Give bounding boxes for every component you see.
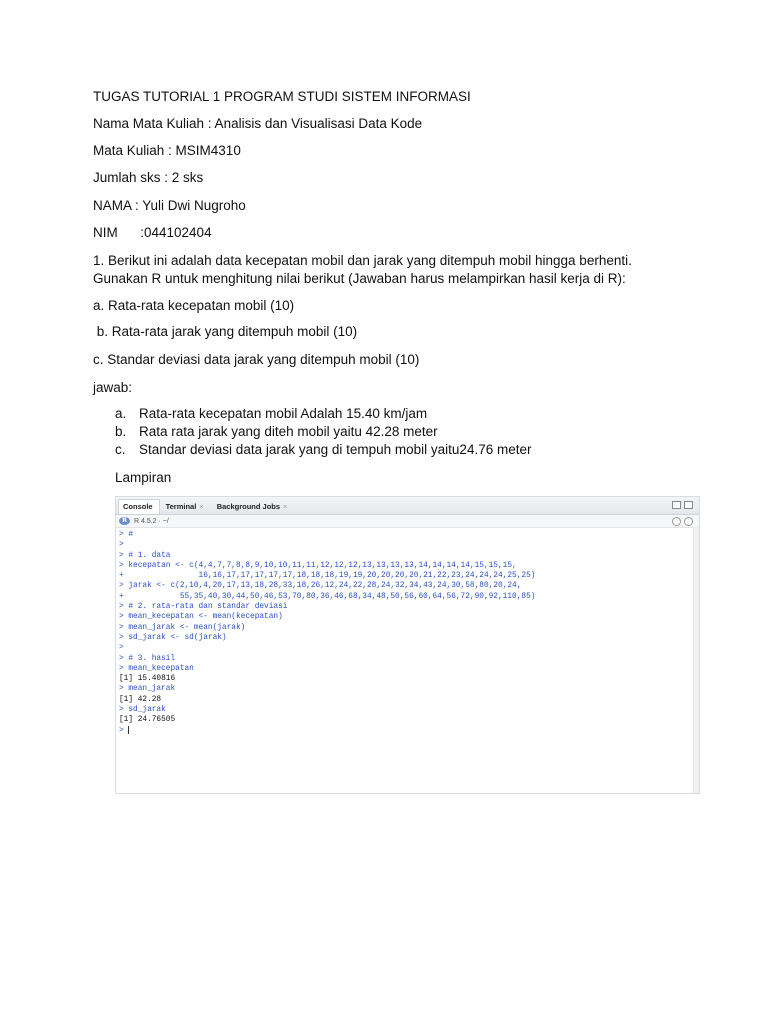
console-input-line: > jarak <- c(2,10,4,20,17,13,18,28,33,18,26,12,24,22,28,24,32,34,43,24,30,58,80,20,24,: [119, 582, 522, 591]
console-output[interactable]: [116, 528, 699, 736]
stop-icon[interactable]: [684, 517, 693, 526]
answer-text: Standar deviasi data jarak yang di tempuh mobil yaitu24.76 meter: [139, 442, 532, 457]
console-input-line: > mean_kecepatan: [119, 664, 194, 673]
tab-terminal[interactable]: [161, 499, 211, 514]
question-c: c. Standar deviasi data jarak yang ditempuh mobil (10): [93, 352, 420, 367]
tab-background-jobs[interactable]: [212, 499, 295, 514]
console-input-line: + 16,16,17,17,17,17,17,18,18,18,19,19,20,20,20,20,21,22,23,24,24,24,25,25): [119, 572, 536, 581]
tab-label: Terminal: [165, 502, 197, 511]
list-item: [115, 423, 531, 441]
console-input-line: > sd_jarak: [119, 706, 166, 715]
console-output-line: [1] 42.28: [119, 695, 162, 704]
course-code: Mata Kuliah : MSIM4310: [93, 143, 241, 158]
console-input-line: > # 2. rata-rata dan standar deviasi: [119, 603, 288, 612]
answer-list: [115, 405, 531, 459]
attachment-label: Lampiran: [115, 470, 172, 485]
console-input-line: > kecepatan <- c(4,4,7,7,8,8,9,10,10,11,11,12,12,12,13,13,13,13,14,14,14,14,15,15,15,: [119, 561, 517, 570]
tab-console[interactable]: [118, 499, 160, 514]
list-item: [115, 405, 531, 423]
close-icon[interactable]: ×: [283, 502, 288, 511]
tab-label: Console: [123, 502, 153, 511]
minimize-icon[interactable]: [672, 501, 681, 509]
console-input-line: > # 3. hasil: [119, 654, 176, 663]
close-icon[interactable]: ×: [199, 502, 204, 511]
console-output-line: [1] 15.40816: [119, 675, 176, 684]
question-a: a. Rata-rata kecepatan mobil (10): [93, 298, 295, 313]
console-input-line: > sd_jarak <- sd(jarak): [119, 633, 227, 642]
console-output-line: [1] 24.76505: [119, 716, 176, 725]
console-input-line: > # 1. data: [119, 551, 171, 560]
scrollbar[interactable]: [693, 527, 699, 793]
console-input-line: >: [119, 644, 124, 653]
console-input-line: >: [119, 541, 124, 550]
console-input-line: > mean_jarak: [119, 685, 176, 694]
question-intro: 1. Berikut ini adalah data kecepatan mobil dan jarak yang ditempuh mobil hingga berhenti. Gunakan R untuk menghitung nilai berikut (Jawaban harus melampirkan hasil kerja di R):: [93, 253, 632, 286]
student-name: NAMA : Yuli Dwi Nugroho: [93, 198, 246, 213]
list-marker: c.: [115, 442, 126, 457]
question-b: b. Rata-rata jarak yang ditempuh mobil (10): [93, 324, 358, 339]
maximize-icon[interactable]: [684, 501, 693, 509]
credit-count: Jumlah sks : 2 sks: [93, 170, 204, 185]
console-input-line: > mean_jarak <- mean(jarak): [119, 623, 246, 632]
document-title: TUGAS TUTORIAL 1 PROGRAM STUDI SISTEM INFORMASI: [93, 89, 471, 104]
r-console-screenshot: [115, 496, 700, 794]
console-input-line: > mean_kecepatan <- mean(kecepatan): [119, 613, 283, 622]
student-nim: NIM :044102404: [93, 225, 212, 240]
r-version-path[interactable]: R 4.5.2 · ~/: [134, 517, 169, 525]
console-input-line: >: [119, 726, 129, 735]
answer-text: Rata rata jarak yang diteh mobil yaitu 42.28 meter: [139, 424, 438, 439]
console-input-line: + 55,35,40,30,44,50,46,53,70,80,36,46,68,34,48,50,56,60,64,56,72,90,92,110,85): [119, 592, 536, 601]
clear-console-icon[interactable]: [672, 517, 681, 526]
r-logo-icon: R: [119, 517, 130, 525]
pane-controls: [672, 501, 693, 509]
answer-label: jawab:: [93, 380, 133, 395]
answer-text: Rata-rata kecepatan mobil Adalah 15.40 km/jam: [139, 406, 428, 421]
list-marker: b.: [115, 424, 127, 439]
tab-label: Background Jobs: [216, 502, 281, 511]
console-tabbar: [116, 497, 699, 515]
console-controls: [672, 517, 693, 526]
list-item: [115, 441, 531, 459]
text-cursor: [128, 726, 129, 734]
list-marker: a.: [115, 406, 127, 421]
console-pathbar: [116, 515, 699, 528]
console-input-line: > #: [119, 531, 134, 539]
course-name: Nama Mata Kuliah : Analisis dan Visualisasi Data Kode: [93, 116, 423, 131]
